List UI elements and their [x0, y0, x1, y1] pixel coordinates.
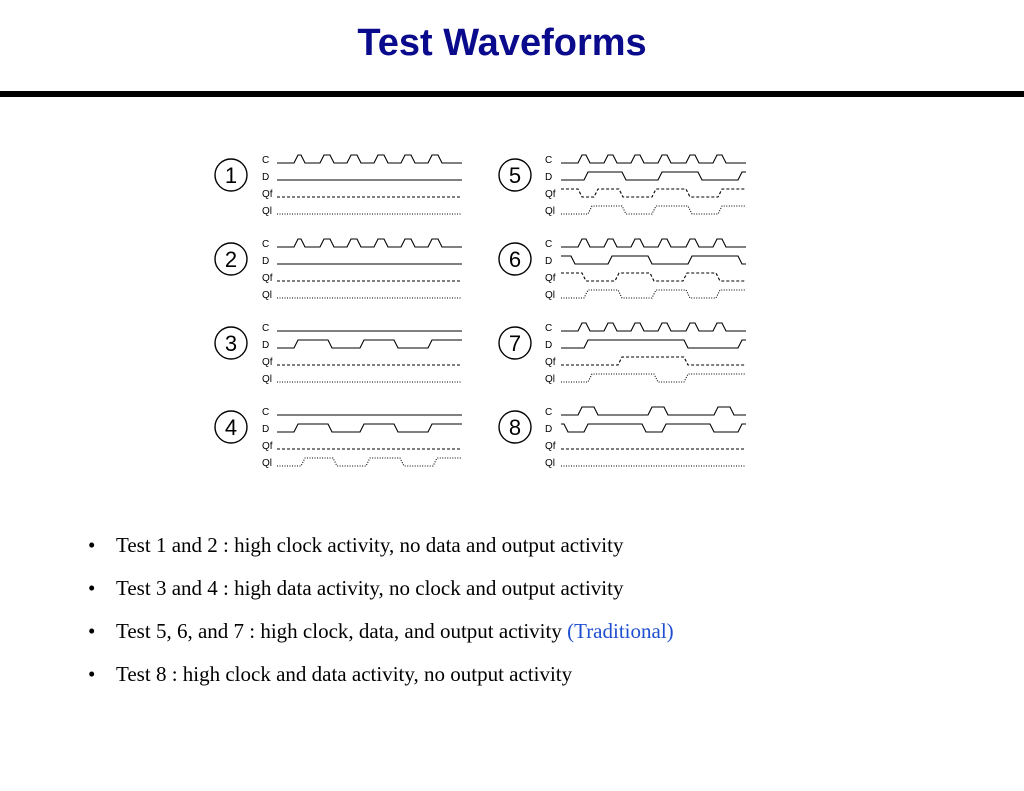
test-number: 3: [224, 331, 238, 356]
waveform-trace: [277, 340, 462, 348]
waveform-trace: [561, 340, 746, 348]
signal-label: C: [545, 239, 553, 250]
signal-label: Ql: [545, 374, 555, 385]
signal-label: Qf: [262, 189, 273, 200]
test-number: 1: [224, 163, 238, 188]
bullet-list: [88, 528, 674, 700]
signal-label: Qf: [262, 357, 273, 368]
test-number: 5: [508, 163, 522, 188]
signal-label: Ql: [262, 374, 272, 385]
waveform-trace: [561, 290, 746, 298]
bullet-marker: •: [88, 576, 96, 600]
bullet-accent: (Traditional): [567, 619, 674, 643]
signal-label: Ql: [545, 206, 555, 217]
waveform-trace: [561, 407, 746, 415]
signal-label: Ql: [262, 290, 272, 301]
signal-label: D: [262, 256, 270, 267]
signal-label: Qf: [262, 273, 273, 284]
waveform-trace: [561, 189, 746, 197]
bullet-text: Test 1 and 2 : high clock activity, no data and output activity: [116, 533, 624, 557]
waveform-trace: [561, 155, 746, 163]
signal-label: Ql: [545, 290, 555, 301]
signal-label: D: [545, 340, 553, 351]
signal-label: D: [262, 340, 270, 351]
waveform-trace: [561, 206, 746, 214]
waveform-trace: [561, 239, 746, 247]
waveform-trace: [561, 424, 746, 432]
signal-label: C: [262, 407, 270, 418]
test-number: 4: [224, 415, 238, 440]
test-number: 2: [224, 247, 238, 272]
test-number: 7: [508, 331, 522, 356]
waveform-trace: [277, 424, 462, 432]
signal-label: C: [545, 155, 553, 166]
signal-label: C: [262, 155, 270, 166]
waveform-trace: [277, 155, 462, 163]
bullet-text: Test 8 : high clock and data activity, no output activity: [116, 662, 573, 686]
waveform-trace: [561, 357, 746, 365]
test-number: 8: [508, 415, 522, 440]
bullet-item: [88, 571, 674, 614]
signal-label: C: [262, 323, 270, 334]
bullet-item: [88, 657, 674, 700]
signal-label: C: [545, 407, 553, 418]
signal-label: Ql: [545, 458, 555, 469]
bullet-marker: •: [88, 662, 96, 686]
bullet-marker: •: [88, 533, 96, 557]
waveform-trace: [561, 323, 746, 331]
waveform-trace: [561, 374, 746, 382]
signal-label: D: [545, 172, 553, 183]
waveform-trace: [561, 172, 746, 180]
signal-label: Qf: [262, 441, 273, 452]
signal-label: Qf: [545, 273, 556, 284]
signal-label: Ql: [262, 206, 272, 217]
waveform-trace: [277, 239, 462, 247]
signal-label: Qf: [545, 357, 556, 368]
signal-label: Ql: [262, 458, 272, 469]
signal-label: D: [545, 424, 553, 435]
signal-label: Qf: [545, 189, 556, 200]
bullet-text: Test 3 and 4 : high data activity, no clock and output activity: [116, 576, 624, 600]
bullet-marker: •: [88, 619, 96, 643]
page-title: Test Waveforms: [357, 22, 647, 64]
bullet-item: [88, 614, 674, 657]
signal-label: C: [545, 323, 553, 334]
waveform-trace: [561, 273, 746, 281]
signal-label: D: [262, 172, 270, 183]
signal-label: Qf: [545, 441, 556, 452]
signal-label: D: [545, 256, 553, 267]
bullet-item: [88, 528, 674, 571]
bullet-text: Test 5, 6, and 7 : high clock, data, and output activity: [116, 619, 568, 643]
test-number: 6: [508, 247, 522, 272]
signal-label: C: [262, 239, 270, 250]
signal-label: D: [262, 424, 270, 435]
waveform-trace: [277, 458, 462, 466]
waveform-trace: [561, 256, 746, 264]
